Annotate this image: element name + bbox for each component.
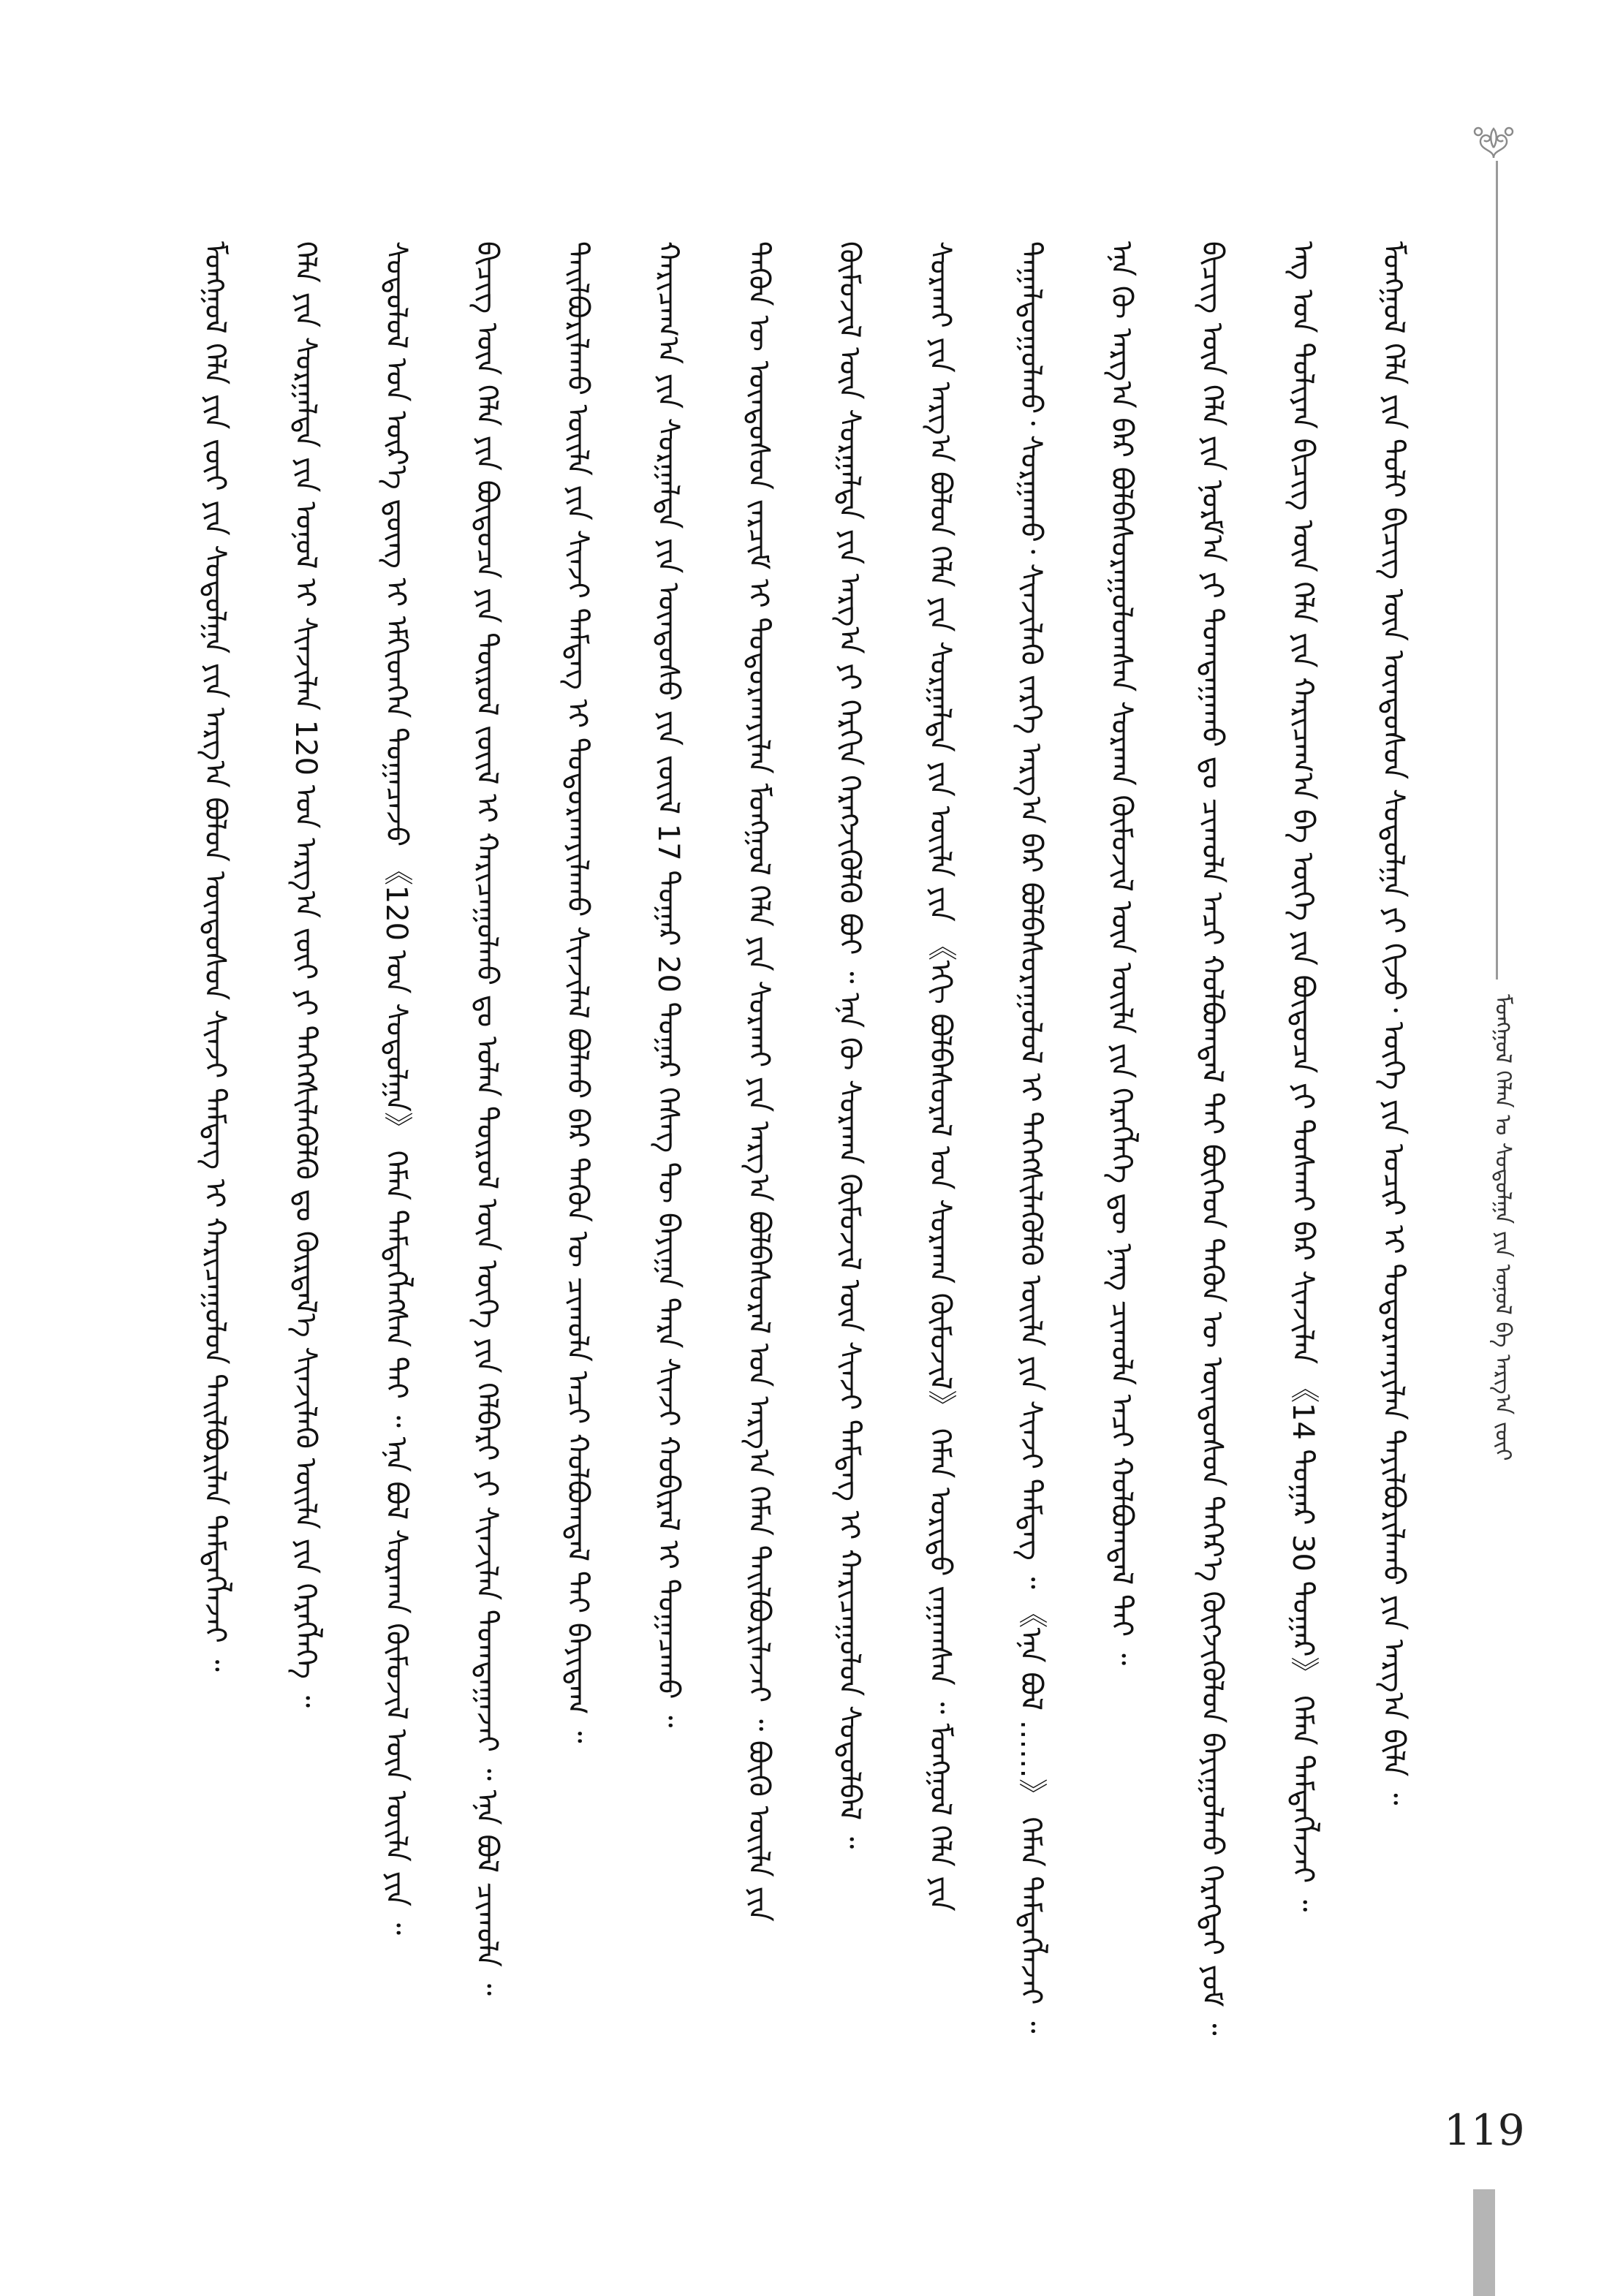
text-column-5: ᠳᠠᠭᠠᠯᠳᠤᠭᠤᠯᠬᠤ᠂ ᠰᠤᠷᠭᠠᠬᠤ᠂ ᠰᠢᠨᠵᠢᠯᠡᠬᠦ ᠵᠡᠷᠭᠡ ᠠᠷᠭ᠎ᠠ ᠪᠠᠷ ᠪᠣᠯᠪᠠᠰᠤᠷᠠᠭᠤᠯᠤᠯ ᠢ ᠳᠡᠭᠡᠭᠰᠢᠯᠡᠭᠦᠯᠬᠦ ᠦᠢᠯᠡ ᠶᠢᠨ ᠰᠢᠨᠵᠢ ᠲᠡᠮᠳᠡᠭ ᠃ 《ᠡᠨᠡ ᠪᠣᠯ ……》 ᠬᠡᠮᠡᠨ ᠲᠡᠮᠳᠡᠭᠯᠡᠵᠡᠢ ᠃ (1014, 241, 1048, 2034)
text-column-8: ᠲᠡᠭᠦᠨ ᠦ ᠦᠨᠳᠦᠰᠦᠨ ᠵᠠᠷᠴᠢᠮ ᠢ ᠲᠣᠳᠣᠷᠬᠠᠶᠢᠯᠠᠨ ᠮᠣᠩᠭᠣᠯ ᠬᠡᠯᠡ ᠶᠢᠨ ᠰᠤᠷᠬᠠᠢ ᠶᠢᠨ ᠠᠷᠭ᠎ᠠ ᠪᠣᠯᠪᠠᠰᠤᠷᠠᠯ ᠤᠨ ᠠᠷᠭ᠎ᠠ ᠬᠡᠮᠡᠨ ᠲᠠᠢᠯᠪᠤᠷᠢᠯᠠᠵᠠᠢ ᠃ ᠪᠦᠬᠦ ᠦᠢᠯᠡ ᠶᠢᠨ (742, 241, 776, 1922)
text-column-14: ᠮᠣᠩᠭᠣᠯ ᠬᠡᠯᠡ ᠶᠢᠨ ᠵᠦᠢ ᠶᠢᠨ ᠰᠤᠳᠤᠯᠭᠠ ᠶᠢᠨ ᠠᠷᠭ᠎ᠠ ᠪᠣᠯᠤᠨ ᠦᠨᠳᠦᠰᠦᠨ ᠰᠢᠨᠵᠢ ᠲᠡᠮᠳᠡᠭ ᠢ ᠬᠠᠷᠢᠴᠠᠭᠤᠯᠤᠨ ᠲᠠᠢᠯᠪᠤᠷᠢᠯᠠᠨ ᠲᠡᠮᠳᠡᠭᠯᠡᠵᠡᠢ ᠃ (198, 241, 232, 1672)
text-column-7: ᠬᠦᠮᠦᠵᠢᠯ ᠦᠨ ᠰᠤᠷᠭᠠᠯᠲᠠ ᠶᠢᠨ ᠠᠷᠭ᠎ᠠ ᠶᠢ ᠬᠡᠷᠬᠢᠨ ᠬᠡᠷᠡᠭᠵᠢᠭᠦᠯᠬᠦ ᠪᠤᠢ ᠃ ᠡᠨᠡ ᠬᠦ ᠰᠤᠷᠬᠠᠨ ᠬᠦᠮᠦᠵᠢᠯ ᠦᠨ ᠰᠢᠨᠵᠢ ᠲᠡᠮᠳᠡᠭ ᠢ ᠬᠠᠷᠢᠴᠠᠭᠤᠯᠤᠨ ᠰᠤᠳᠤᠯᠪᠠᠯ ᠃ (833, 241, 866, 1849)
text-column-2: ᠡᠩ ᠤᠨ ᠳᠤᠯᠢᠶᠠᠨ ᠪᠢᠴᠢᠭ ᠦᠨ ᠬᠡᠯᠡ ᠶᠢᠨ ᠬᠠᠷᠢᠴᠠᠭ᠎ᠠ ᠪᠠ ᠦᠭᠡ ᠶᠢᠨ ᠪᠦᠲᠦᠴᠡ ᠶᠢ ᠲᠤᠰᠬᠠᠢ ᠪᠡᠷ ᠰᠢᠨᠵᠢᠯᠡᠨ 《14 ᠳᠤᠭᠠᠷ 30 ᠳᠤᠭᠠᠷ》 ᠬᠡᠮᠡᠨ ᠲᠡᠮᠳᠡᠭᠯᠡᠵᠡᠢ ᠃ (1286, 241, 1320, 1912)
page-number: 119 (1444, 2105, 1525, 2155)
text-column-9: ᠬᠠᠷᠢᠴᠠᠭ᠎ᠠ ᠶᠢᠨ ᠰᠤᠷᠭᠠᠯᠲᠠ ᠶᠢᠨ ᠦᠨᠳᠦᠰᠦ ᠶᠢᠨ ᠵᠦᠢᠯ 17 ᠳᠤᠭᠠᠷ 20 ᠳᠤᠭᠠᠷ ᠬᠡᠰᠡᠭ ᠲᠦ ᠪᠠᠶᠢᠭᠠ ᠲᠡᠷᠡ ᠰᠢᠨᠵᠢ ᠬᠤᠪᠢᠷᠠᠯ ᠢ ᠲᠣᠭᠠᠴᠠᠬᠤ ᠃ (651, 241, 685, 1728)
running-header-title: ᠮᠣᠩᠭᠣᠯ ᠬᠡᠯᠡᠨ ᠤ ᠰᠤᠳᠤᠯᠭᠠ ᠶᠢᠨ ᠣᠨᠣᠯ ᠪᠠ ᠠᠷᠭ᠎ᠠ ᠵᠦᠢ (1490, 994, 1516, 1461)
header-rule (1496, 161, 1498, 980)
text-column-6: ᠰᠤᠷᠬᠠᠢ ᠶᠢᠨ ᠠᠷᠭ᠎ᠠ ᠪᠣᠯᠤᠨ ᠬᠡᠯᠡ ᠶᠢᠨ ᠰᠤᠷᠭᠠᠯᠲᠠ ᠶᠢᠨ ᠦᠢᠯᠡ ᠶᠢᠨ 《ᠡᠬᠢ ᠪᠣᠯᠪᠠᠰᠤᠷᠠᠯ ᠤᠨ ᠰᠤᠷᠬᠠᠨ ᠬᠦᠮᠦᠵᠢᠯ》 ᠬᠡᠮᠡᠨ ᠤᠷᠢᠳᠤ ᠵᠠᠭᠠᠭᠰᠠᠨ ᠃ ᠮᠣᠩᠭᠣᠯ ᠬᠡᠯᠡ ᠶᠢᠨ (923, 241, 957, 1912)
text-column-4: ᠡᠨᠡ ᠬᠦ ᠠᠷᠭ᠎ᠠ ᠪᠠᠷ ᠪᠣᠯᠪᠠᠰᠤᠷᠠᠭᠤᠯᠤᠭᠰᠠᠨ ᠰᠤᠷᠬᠠᠨ ᠬᠦᠮᠦᠵᠢᠯ ᠦᠨ ᠦᠢᠯᠡ ᠶᠢᠨ ᠬᠡᠷᠡᠭᠯᠡᠭᠡ ᠳᠦ ᠨᠡᠩ ᠴᠢᠬᠤᠯᠠ ᠠᠴᠢ ᠬᠣᠯᠪᠣᠭᠳᠠᠯ ᠲᠠᠢ ᠃ (1105, 241, 1138, 1666)
text-column-12: ᠰᠤᠳᠤᠯᠤᠯ ᠤᠨ ᠦᠷ᠎ᠡ ᠳ᠋ᠦᠩ ᠢ ᠡᠮᠬᠢᠳᠬᠡᠨ ᠲᠣᠭᠠᠴᠠᠵᠤ 《120 ᠤᠨ ᠰᠤᠳᠤᠯᠭᠠ》 ᠬᠡᠮᠡᠨ ᠲᠡᠮᠳᠡᠭᠯᠡᠭᠰᠡᠨ ᠲᠠᠢ ᠃ ᠡᠨᠡ ᠪᠣᠯ ᠰᠤᠷᠬᠠᠨ ᠬᠦᠮᠦᠵᠢᠯ ᠦᠨ ᠦᠢᠯᠡ ᠶᠢᠨ ᠃ (379, 241, 413, 1936)
thumb-tab (1473, 2189, 1495, 2296)
flourish-ornament-icon (1471, 126, 1516, 159)
body-text (197, 241, 1411, 2186)
text-column-11: ᠪᠢᠴᠢᠭ ᠦᠨ ᠬᠡᠯᠡ ᠶᠢᠨ ᠪᠦᠲᠦᠴᠡ ᠶᠢᠨ ᠲᠦᠷᠦᠯ ᠵᠦᠢᠯ ᠢ ᠬᠠᠷᠢᠴᠠᠭᠤᠯᠬᠤ ᠳᠤ ᠣᠯᠠᠨ ᠲᠦᠷᠦᠯ ᠦᠨ ᠦᠭᠡ ᠶᠢᠨ ᠬᠡᠯᠪᠡᠷᠢ ᠶᠢ ᠰᠢᠨᠵᠢᠯᠡᠨ ᠲᠣᠭᠲᠠᠭᠠᠵᠠᠢ ᠃ ᠡᠨᠡ ᠪᠣᠯ ᠴᠢᠬᠤᠯᠠ ᠃ (470, 241, 504, 1996)
text-column-10: ᠲᠠᠢᠯᠪᠤᠷᠢᠯᠠᠬᠤ ᠦᠢᠯᠡ ᠶᠢᠨ ᠰᠢᠨᠵᠢ ᠲᠡᠮᠳᠡᠭ ᠢ ᠲᠣᠳᠣᠷᠬᠠᠶᠢᠯᠠᠬᠤ ᠰᠢᠨᠵᠢᠯᠡᠯ ᠪᠣᠯᠬᠤ ᠪᠠᠷ ᠲᠡᠭᠦᠨ ᠦ ᠴᠢᠬᠤᠯᠠ ᠠᠴᠢ ᠬᠣᠯᠪᠣᠭᠳᠠᠯ ᠲᠠᠢ ᠪᠠᠶᠢᠳᠠᠭ ᠃ (561, 241, 594, 1743)
text-column-3: ᠪᠢᠴᠢᠭ ᠦᠨ ᠬᠡᠯᠡ ᠶᠢᠨ ᠨᠣᠷᠮ᠎ᠠ ᠶᠢ ᠲᠣᠭᠲᠠᠭᠠᠬᠤ ᠳᠤ ᠴᠢᠬᠤᠯᠠ ᠠᠴᠢ ᠬᠣᠯᠪᠣᠭᠳᠠᠯ ᠲᠠᠢ ᠪᠥᠭᠡᠳ ᠲᠡᠭᠦᠨ ᠦ ᠦᠨᠳᠦᠰᠦᠨ ᠳᠡᠭᠡᠷ᠎ᠡ ᠬᠥᠭᠵᠢᠭᠦᠯᠦᠨ ᠪᠠᠶᠢᠭᠤᠯᠬᠤ ᠬᠡᠷᠡᠭᠲᠡᠢ ᠶᠤᠮ ᠃ (1195, 241, 1229, 2036)
text-column-13: ᠬᠡᠯᠡ ᠶᠢᠨ ᠰᠤᠷᠭᠠᠯᠲᠠ ᠶᠢᠨ ᠣᠨᠣᠯ ᠢ ᠰᠢᠨᠵᠢᠯᠡᠨ 120 ᠤᠨ ᠠᠷᠭ᠎ᠠ ᠵᠦᠢ ᠶᠢ ᠳᠡᠭᠡᠭᠰᠢᠯᠡᠭᠦᠯᠬᠦ ᠳᠤ ᠬᠦᠷᠲᠡᠯ᠎ᠡ ᠰᠢᠨᠵᠢᠯᠡᠬᠦ ᠦᠢᠯᠡ ᠶᠢᠨ ᠬᠡᠷᠡᠭᠯᠡᠭᠡ ᠃ (289, 241, 322, 1708)
text-column-1: ᠮᠣᠩᠭᠣᠯ ᠬᠡᠯᠡ ᠶᠢᠨ ᠲᠣᠯᠢ ᠪᠢᠴᠢᠭ ᠦᠨ ᠦᠨᠳᠦᠰᠦᠨ ᠰᠤᠳᠤᠯᠭᠠ ᠶᠢ ᠬᠢᠵᠦ᠂ ᠦᠭᠡ ᠶᠢᠨ ᠤᠴᠢᠷ ᠢ ᠲᠣᠳᠣᠷᠬᠠᠶᠢᠯᠠᠨ ᠲᠠᠶᠢᠯᠪᠤᠷᠢᠯᠠᠬᠤ ᠶᠢᠨ ᠠᠷᠭ᠎ᠠ ᠪᠢᠯᠡ ᠃ (1377, 241, 1410, 1806)
